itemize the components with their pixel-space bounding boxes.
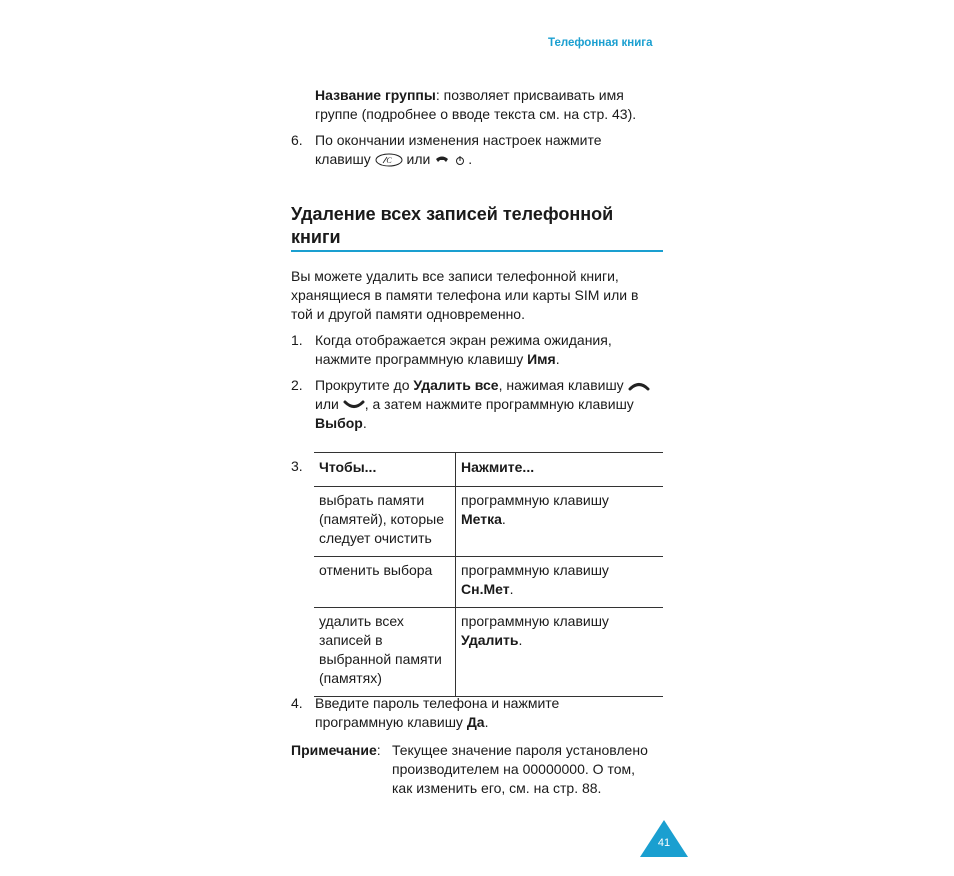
table-header-row — [314, 453, 663, 487]
step-6-key-label: клавишу — [315, 151, 371, 167]
step-4-text — [315, 694, 559, 732]
table-row — [314, 608, 663, 697]
table-cell — [456, 487, 664, 557]
cell-line: следует очистить — [319, 530, 432, 546]
group-name-label: Название группы — [315, 87, 436, 103]
softkey-name: Метка — [461, 511, 502, 527]
svg-text:C: C — [385, 156, 392, 166]
step-2-softkey: Выбор — [315, 415, 363, 431]
step-2-or: или — [315, 396, 339, 412]
step-2-line-2 — [315, 395, 650, 414]
step-2-line-3 — [315, 414, 650, 433]
intro-line-2: хранящиеся в памяти телефона или карты SIM или в — [291, 287, 639, 303]
note-text — [392, 741, 648, 798]
table-cell — [314, 557, 456, 608]
step-2-then-text: , а затем нажмите программную клавишу — [364, 396, 634, 412]
cell-line: (памятей), которые — [319, 511, 444, 527]
actions-table — [314, 452, 663, 697]
note-line-2: производителем на 00000000. О том, — [392, 761, 635, 777]
note-label — [291, 741, 381, 760]
group-name-text: : позволяет присваивать имя — [435, 87, 624, 103]
step-2-scroll-text: Прокрутите до — [315, 377, 410, 393]
step-4-softkey: Да — [466, 714, 485, 730]
group-name-paragraph — [315, 86, 636, 124]
cell-line: выбрать памяти — [319, 492, 425, 508]
table-cell — [456, 608, 664, 697]
table-row — [314, 557, 663, 608]
softkey-name: Удалить — [461, 632, 519, 648]
intro-line-3: той и другой памяти одновременно. — [291, 306, 525, 322]
cell-line — [461, 510, 658, 529]
end-power-key-icon — [434, 153, 468, 167]
cell-line — [461, 580, 658, 599]
column-header-to: Чтобы... — [319, 459, 377, 475]
intro-paragraph — [291, 267, 638, 324]
step-2-text — [315, 376, 650, 433]
step-1-line-1: Когда отображается экран режима ожидания, — [315, 332, 612, 348]
cell-end: . — [509, 581, 514, 597]
step-1-line-2-text: нажмите программную клавишу — [315, 351, 524, 367]
note-colon: : — [376, 742, 381, 758]
step-3-number: 3. — [291, 458, 303, 474]
step-6-end: . — [468, 151, 473, 167]
note-line-1: Текущее значение пароля установлено — [392, 742, 648, 758]
group-name-text-2: группе (подробнее о вводе текста см. на стр. 43). — [315, 106, 637, 122]
section-heading-line-2: книги — [291, 227, 341, 247]
step-4-line-2-text: программную клавишу — [315, 714, 463, 730]
step-6-or: или — [406, 151, 431, 167]
table-header-cell — [314, 453, 456, 487]
step-4-line-2 — [315, 713, 559, 732]
scroll-up-key-icon — [628, 380, 650, 392]
scroll-down-key-icon — [343, 399, 365, 411]
cell-line: записей в — [319, 632, 383, 648]
table-cell — [314, 608, 456, 697]
step-6-line-2 — [315, 150, 602, 169]
cell-line: удалить всех — [319, 613, 404, 629]
step-6-line-1: По окончании изменения настроек нажмите — [315, 132, 602, 148]
table-cell — [314, 487, 456, 557]
step-1-line-2 — [315, 350, 612, 369]
cell-line: отменить выбора — [319, 562, 433, 578]
intro-line-1: Вы можете удалить все записи телефонной книги, — [291, 268, 619, 284]
section-heading-line-1: Удаление всех записей телефонной — [291, 204, 614, 224]
step-2-line-1 — [315, 376, 650, 395]
step-2-number: 2. — [291, 377, 303, 393]
running-header: Телефонная книга — [548, 37, 653, 49]
step-1-end: . — [555, 351, 560, 367]
softkey-name: Сн.Мет — [461, 581, 510, 597]
cell-line: выбранной памяти — [319, 651, 442, 667]
cell-line: программную клавишу — [461, 562, 609, 578]
cell-end: . — [518, 632, 523, 648]
cell-line: программную клавишу — [461, 613, 609, 629]
table-row — [314, 487, 663, 557]
step-4-number: 4. — [291, 695, 303, 711]
note-label-text: Примечание — [291, 742, 377, 758]
table-header-cell — [456, 453, 664, 487]
step-1-number: 1. — [291, 332, 303, 348]
page-number: 41 — [657, 837, 671, 849]
table-cell — [456, 557, 664, 608]
step-1-text — [315, 331, 612, 369]
step-2-menu-item: Удалить все — [413, 377, 499, 393]
clear-key-icon — [375, 153, 403, 167]
step-6-number: 6. — [291, 132, 303, 148]
cell-line — [461, 631, 658, 650]
cell-end: . — [501, 511, 506, 527]
step-1-softkey: Имя — [527, 351, 556, 367]
note-line-3: как изменить его, см. на стр. 88. — [392, 780, 602, 796]
step-6-text — [315, 131, 602, 169]
heading-divider — [291, 250, 663, 252]
section-heading — [291, 203, 663, 249]
step-2-end: . — [362, 415, 367, 431]
cell-line: программную клавишу — [461, 492, 609, 508]
cell-line: (памятях) — [319, 670, 382, 686]
column-header-press: Нажмите... — [461, 459, 535, 475]
step-4-end: . — [484, 714, 489, 730]
step-4-line-1: Введите пароль телефона и нажмите — [315, 695, 560, 711]
step-2-press-text: , нажимая клавишу — [498, 377, 624, 393]
